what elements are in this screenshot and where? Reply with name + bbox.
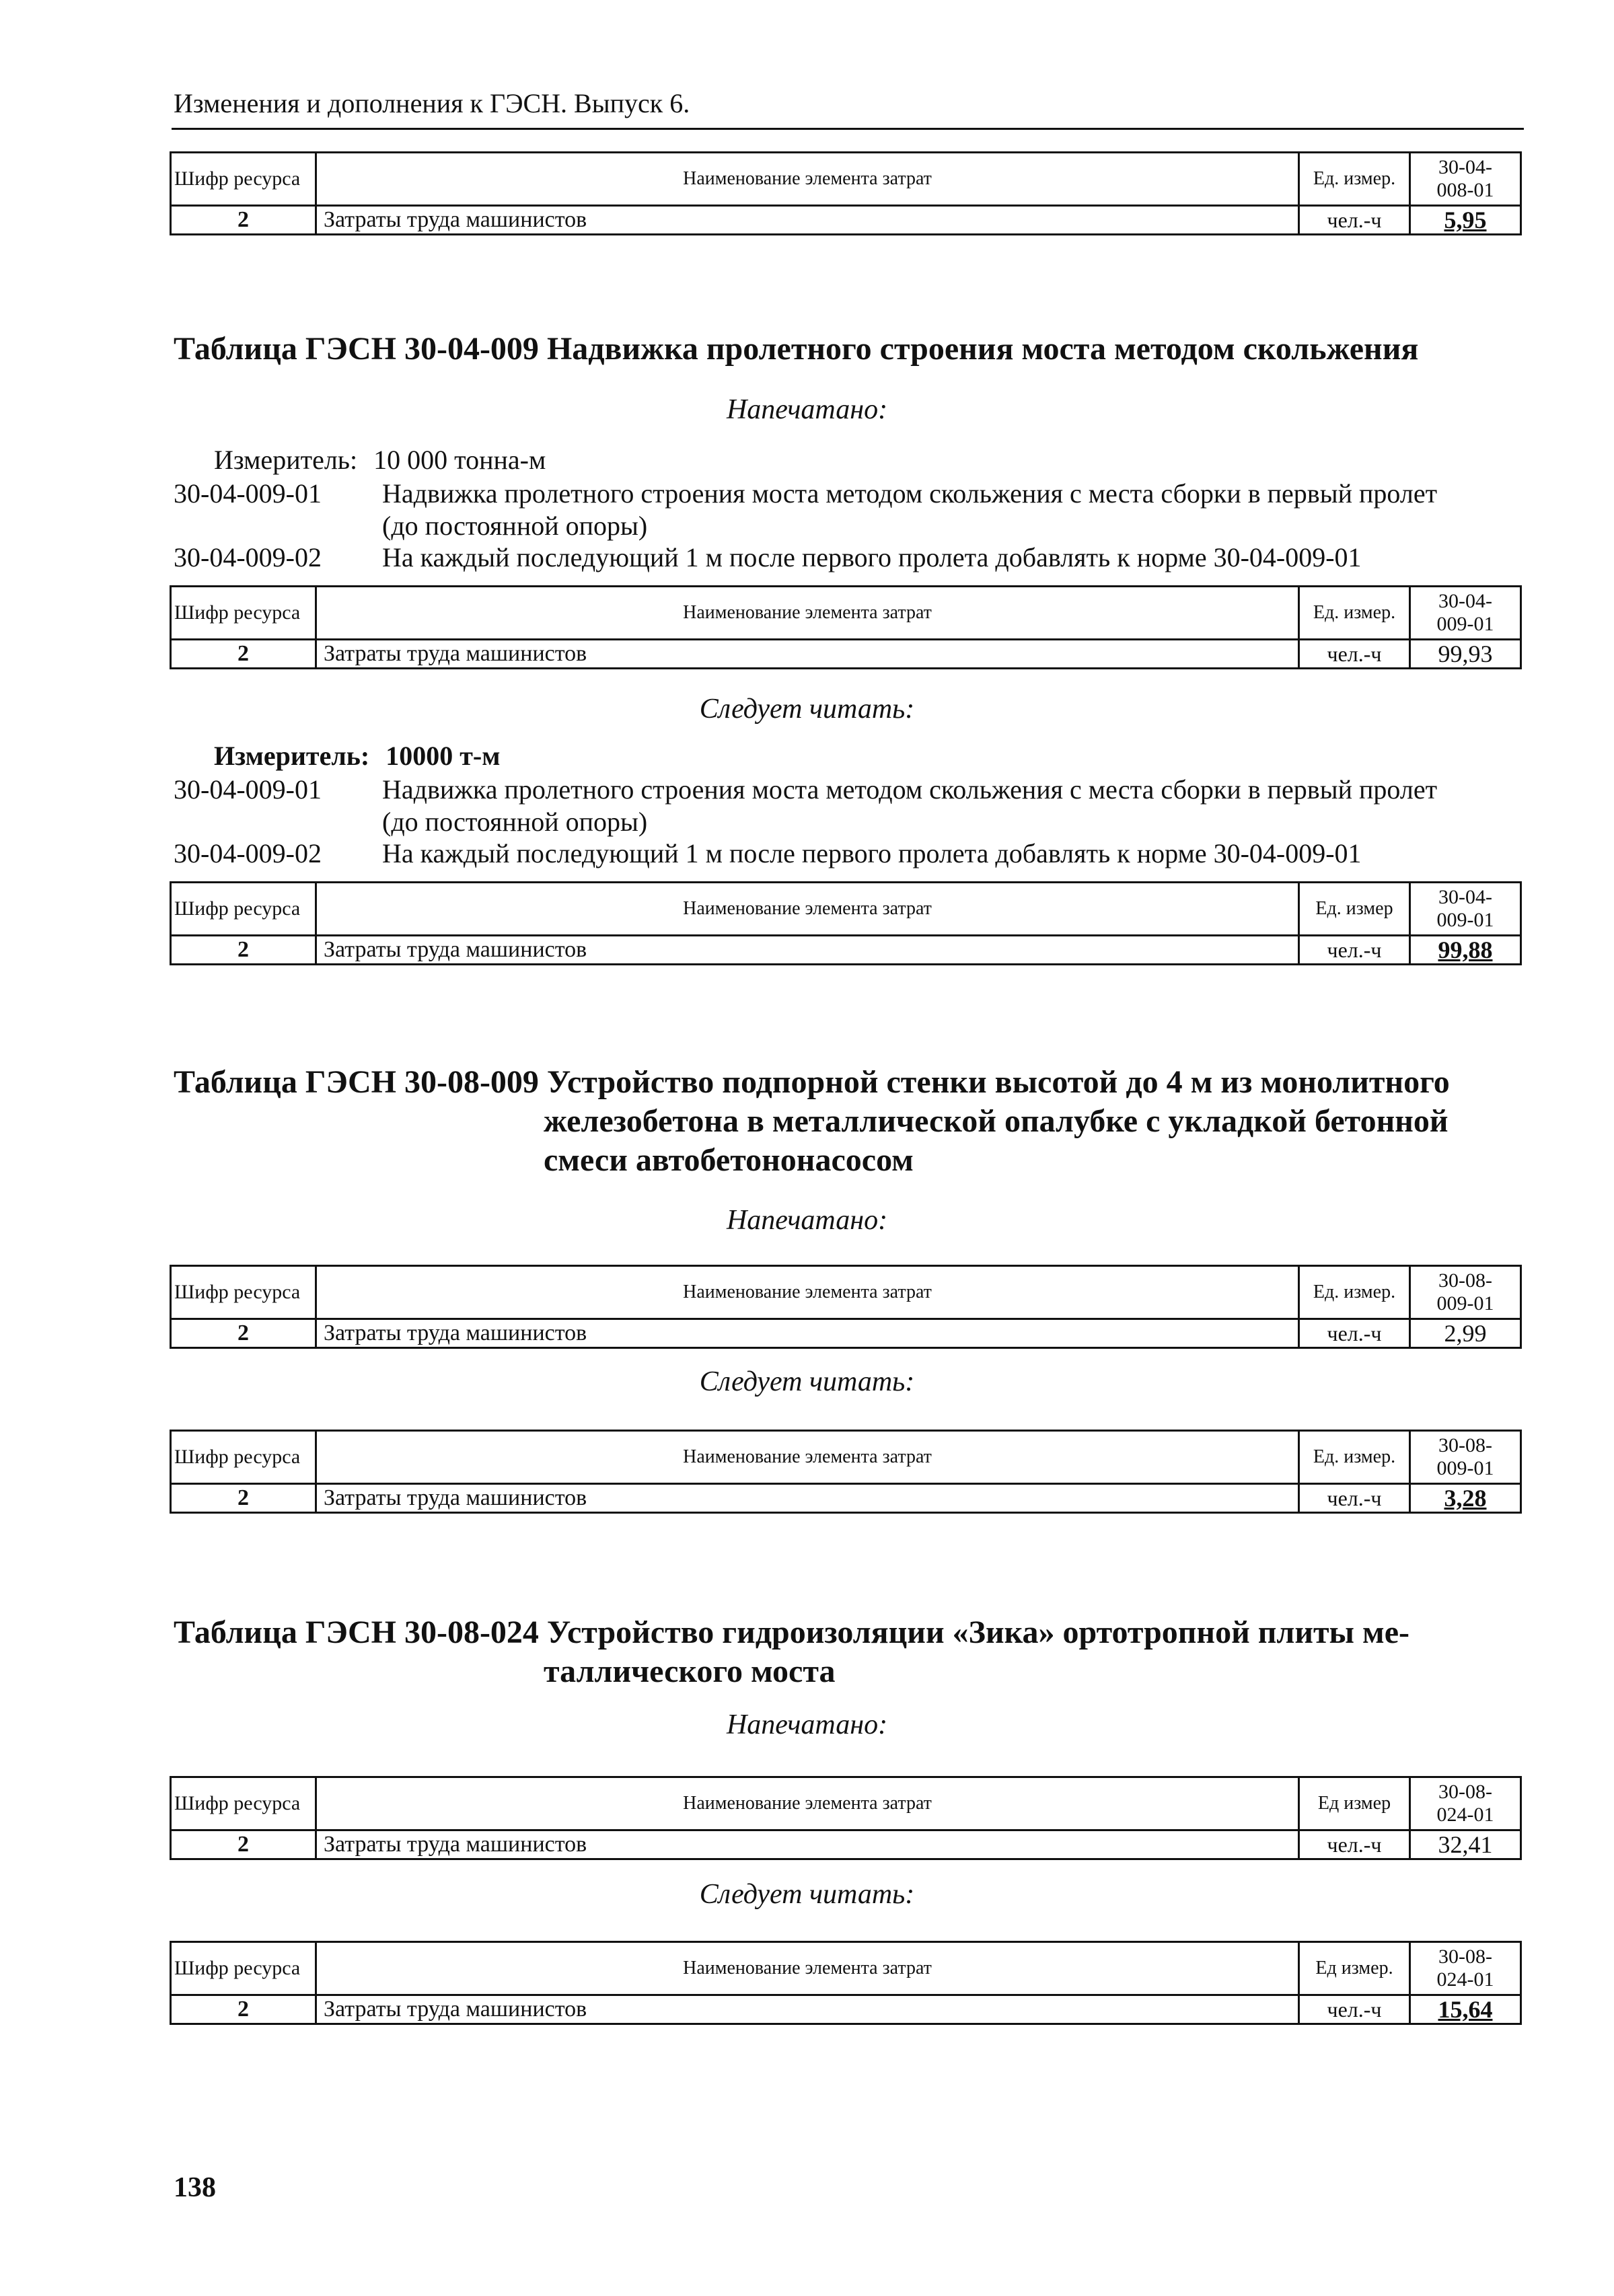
resource-table-printed <box>170 1776 1522 1860</box>
measure-label: Измеритель: <box>214 741 370 771</box>
col-name-header: Наименование элемента затрат <box>316 1431 1299 1484</box>
norm-code: 30-04-009-01 <box>174 774 322 805</box>
table-title-line1: Устройство подпорной стенки высотой до 4 м из монолитного <box>546 1064 1450 1100</box>
norm-line-1 <box>174 774 1526 838</box>
col-unit-header: Ед. измер. <box>1299 1431 1410 1484</box>
resource-code: 2 <box>171 1484 316 1513</box>
resource-code: 2 <box>171 936 316 965</box>
measure-label: Измеритель: <box>214 445 358 475</box>
col-name-header: Наименование элемента затрат <box>316 1942 1299 1995</box>
section-title-30-04-009 <box>174 330 1418 369</box>
norm-line-1 <box>174 478 1526 542</box>
col-name-header: Наименование элемента затрат <box>316 153 1299 206</box>
resource-unit: чел.-ч <box>1299 1995 1410 2024</box>
resource-table-printed <box>170 1265 1522 1349</box>
norm-line-2 <box>174 542 1526 574</box>
printed-heading: Напечатано: <box>726 394 888 425</box>
norm-line-2 <box>174 838 1526 870</box>
resource-value: 32,41 <box>1410 1830 1521 1859</box>
table-label: Таблица ГЭСН 30-04-009 <box>174 331 539 367</box>
table-title-line2: таллического моста <box>544 1654 836 1689</box>
resource-unit: чел.-ч <box>1299 1319 1410 1348</box>
col-norm-header: 30-04- 008-01 <box>1410 153 1521 206</box>
resource-value: 2,99 <box>1410 1319 1521 1348</box>
resource-name: Затраты труда машинистов <box>316 1995 1299 2024</box>
resource-unit: чел.-ч <box>1299 206 1410 235</box>
printed-heading: Напечатано: <box>726 1709 888 1740</box>
resource-value: 3,28 <box>1410 1484 1521 1513</box>
printed-heading: Напечатано: <box>726 1205 888 1236</box>
table-title-line2: железобетона в металлической опалубке с укладкой бетонной <box>544 1103 1448 1139</box>
resource-value: 99,93 <box>1410 640 1521 669</box>
resource-name: Затраты труда машинистов <box>316 1319 1299 1348</box>
resource-unit: чел.-ч <box>1299 1830 1410 1859</box>
col-code-header: Шифр ресурса <box>171 587 316 640</box>
norm-text: Надвижка пролетного строения моста методом скольжения с места сборки в первый пролет <box>382 478 1438 509</box>
resource-value: 5,95 <box>1410 206 1521 235</box>
page-number: 138 <box>174 2172 216 2203</box>
col-unit-header: Ед. измер. <box>1299 587 1410 640</box>
resource-name: Затраты труда машинистов <box>316 936 1299 965</box>
col-unit-header: Ед. измер <box>1299 883 1410 936</box>
col-code-header: Шифр ресурса <box>171 883 316 936</box>
section-title-30-08-009 <box>174 1063 1450 1102</box>
section-title-30-08-024 <box>174 1613 1409 1652</box>
col-norm-header: 30-08- 009-01 <box>1410 1431 1521 1484</box>
col-name-header: Наименование элемента затрат <box>316 1266 1299 1319</box>
norm-text-cont: (до постоянной опоры) <box>382 511 648 541</box>
resource-code: 2 <box>171 640 316 669</box>
norm-text: Надвижка пролетного строения моста методом скольжения с места сборки в первый пролет <box>382 774 1438 805</box>
resource-value: 15,64 <box>1410 1995 1521 2024</box>
table-title-line1: Устройство гидроизоляции «Зика» ортотропной плиты ме- <box>546 1615 1410 1650</box>
col-unit-header: Ед. измер. <box>1299 153 1410 206</box>
table-label: Таблица ГЭСН 30-08-009 <box>174 1064 539 1100</box>
col-unit-header: Ед измер. <box>1299 1942 1410 1995</box>
col-name-header: Наименование элемента затрат <box>316 1777 1299 1830</box>
header-rule <box>172 128 1524 130</box>
norm-text: На каждый последующий 1 м после первого пролета добавлять к норме 30-04-009-01 <box>382 838 1362 868</box>
measure-printed <box>214 444 546 476</box>
resource-table-corrected <box>170 1430 1522 1514</box>
norm-code: 30-04-009-02 <box>174 542 322 572</box>
resource-unit: чел.-ч <box>1299 936 1410 965</box>
col-code-header: Шифр ресурса <box>171 1266 316 1319</box>
col-unit-header: Ед. измер. <box>1299 1266 1410 1319</box>
resource-table-corrected <box>170 1941 1522 2025</box>
col-norm-header: 30-08- 024-01 <box>1410 1942 1521 1995</box>
col-norm-header: 30-08- 024-01 <box>1410 1777 1521 1830</box>
table-title-line3: смеси автобетононасосом <box>544 1142 914 1178</box>
norm-text: На каждый последующий 1 м после первого пролета добавлять к норме 30-04-009-01 <box>382 542 1362 572</box>
should-read-heading: Следует читать: <box>699 1366 915 1397</box>
resource-name: Затраты труда машинистов <box>316 1830 1299 1859</box>
measure-new <box>214 740 500 772</box>
resource-code: 2 <box>171 1319 316 1348</box>
resource-code: 2 <box>171 1830 316 1859</box>
col-norm-header: 30-04- 009-01 <box>1410 587 1521 640</box>
measure-value: 10 000 тонна-м <box>373 445 546 475</box>
col-code-header: Шифр ресурса <box>171 153 316 206</box>
table-label: Таблица ГЭСН 30-08-024 <box>174 1615 539 1650</box>
resource-table-30-04-008 <box>170 151 1522 235</box>
resource-code: 2 <box>171 206 316 235</box>
resource-name: Затраты труда машинистов <box>316 1484 1299 1513</box>
norm-text-cont: (до постоянной опоры) <box>382 807 648 837</box>
resource-code: 2 <box>171 1995 316 2024</box>
col-code-header: Шифр ресурса <box>171 1942 316 1995</box>
resource-unit: чел.-ч <box>1299 1484 1410 1513</box>
resource-value: 99,88 <box>1410 936 1521 965</box>
norm-code: 30-04-009-02 <box>174 838 322 868</box>
col-norm-header: 30-04- 009-01 <box>1410 883 1521 936</box>
resource-name: Затраты труда машинистов <box>316 640 1299 669</box>
resource-unit: чел.-ч <box>1299 640 1410 669</box>
col-code-header: Шифр ресурса <box>171 1777 316 1830</box>
should-read-heading: Следует читать: <box>699 694 915 725</box>
resource-table-printed <box>170 585 1522 669</box>
resource-table-corrected <box>170 881 1522 965</box>
col-code-header: Шифр ресурса <box>171 1431 316 1484</box>
measure-value: 10000 т-м <box>386 741 501 771</box>
norm-code: 30-04-009-01 <box>174 478 322 509</box>
col-norm-header: 30-08- 009-01 <box>1410 1266 1521 1319</box>
col-unit-header: Ед измер <box>1299 1777 1410 1830</box>
col-name-header: Наименование элемента затрат <box>316 587 1299 640</box>
table-title: Надвижка пролетного строения моста методом скольжения <box>546 331 1419 367</box>
page-header: Изменения и дополнения к ГЭСН. Выпуск 6. <box>174 88 690 118</box>
resource-name: Затраты труда машинистов <box>316 206 1299 235</box>
should-read-heading: Следует читать: <box>699 1879 915 1910</box>
col-name-header: Наименование элемента затрат <box>316 883 1299 936</box>
